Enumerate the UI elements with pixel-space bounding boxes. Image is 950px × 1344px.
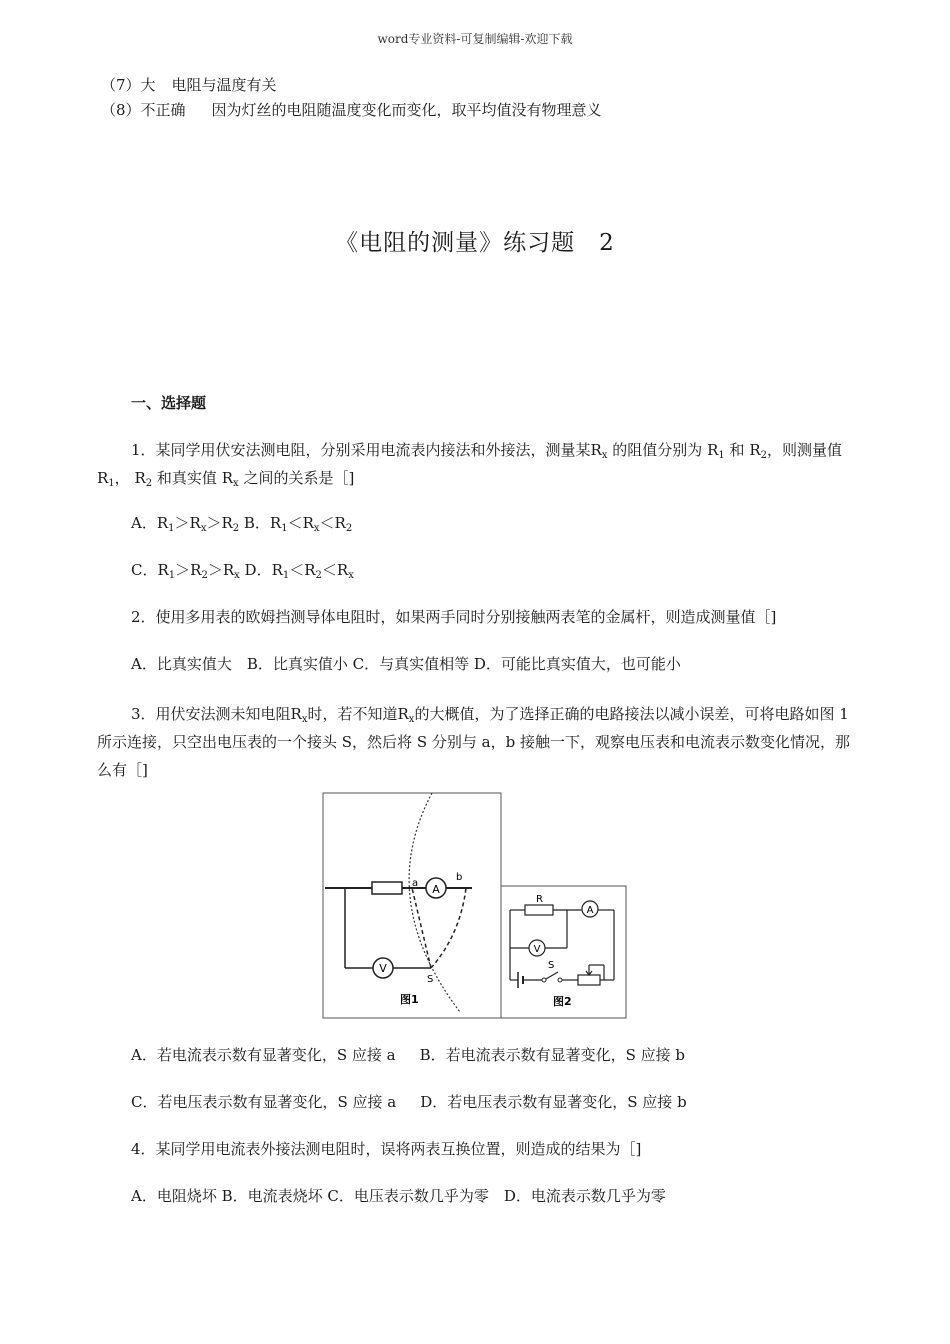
- question-3-options-ab: [131, 1044, 685, 1065]
- question-3-option-d: D．若电压表示数有显著变化，S 应接 b: [420, 1093, 687, 1111]
- answer-8: [101, 99, 602, 120]
- svg-text:A: A: [432, 883, 440, 896]
- label-b: b: [456, 872, 463, 883]
- page-title: 《电阻的测量》练习题 2: [335, 230, 615, 256]
- question-2-stem: 2．使用多用表的欧姆挡测导体电阻时，如果两手同时分别接触两表笔的金属杆，则造成测量值［]: [131, 608, 777, 626]
- answer-7-text: 电阻与温度有关: [171, 76, 277, 94]
- answer-8-num: （8）不正确: [101, 101, 186, 119]
- svg-text:V: V: [533, 944, 541, 955]
- question-3-option-a: A．若电流表示数有显著变化，S 应接 a: [131, 1046, 396, 1064]
- figure-2-resistor: [525, 905, 553, 915]
- figure-2-label: 图2: [553, 995, 572, 1008]
- question-1-options-ab: A．$R_1>R_x>R_2$ B．$R_1<R_x<R_2$: [131, 514, 353, 534]
- label-a: a: [412, 878, 419, 889]
- question-1-stem: 1．某同学用伏安法测电阻，分别采用电流表内接法和外接法，测量某$R_x$ 的阻值分别为 $R_1$ 和 $R_2$，则测量值 $R_1$， $R_2$ 和真实值 $R_x$ 之间的关系是［]: [97, 441, 842, 489]
- question-3-option-b: B．若电流表示数有显著变化，S 应接 b: [419, 1046, 686, 1064]
- circuit-figures: [320, 790, 630, 1020]
- question-2-options: A．比真实值大 B．比真实值小 C．与真实值相等 D．可能比真实值大，也可能小: [131, 655, 681, 673]
- answer-7: [101, 74, 277, 95]
- figure-1-frame: [323, 793, 501, 1018]
- svg-text:V: V: [379, 962, 387, 975]
- question-4-stem: 4．某同学用电流表外接法测电阻时，误将两表互换位置，则造成的结果为［]: [131, 1140, 642, 1158]
- question-3-stem: 3．用伏安法测未知电阻$R_x$时，若不知道$R_x$的大概值，为了选择正确的电路接法以减小误差，可将电路如图 1 所示连接，只空出电压表的一个接头 S，然后将 S 分别与 a，b 接触一下，观察电压表和电流表示数变化情况，那么有［]: [97, 705, 850, 779]
- svg-text:A: A: [586, 905, 594, 916]
- svg-text:R: R: [536, 894, 543, 905]
- section-heading: 一、选择题: [131, 394, 207, 412]
- figure-1-resistor: [372, 882, 402, 894]
- label-s-fig1: S: [427, 974, 434, 985]
- question-3-options-cd: [131, 1091, 687, 1112]
- figure-1-label: 图1: [400, 993, 419, 1006]
- page-header: word专业资料-可复制编辑-欢迎下载: [377, 32, 573, 46]
- answer-8-text: 因为灯丝的电阻随温度变化而变化，取平均值没有物理意义: [211, 101, 602, 119]
- question-1-options-cd: C．$R_1>R_2>R_x$ D．$R_1<R_2<R_x$: [131, 561, 354, 581]
- figure-2-rheostat: [578, 975, 600, 985]
- question-4-options: A．电阻烧坏 B．电流表烧坏 C．电压表示数几乎为零 D．电流表示数几乎为零: [131, 1187, 666, 1205]
- question-3-option-c: C．若电压表示数有显著变化，S 应接 a: [131, 1093, 397, 1111]
- svg-text:S: S: [548, 960, 555, 971]
- answer-7-num: （7）大: [101, 76, 156, 94]
